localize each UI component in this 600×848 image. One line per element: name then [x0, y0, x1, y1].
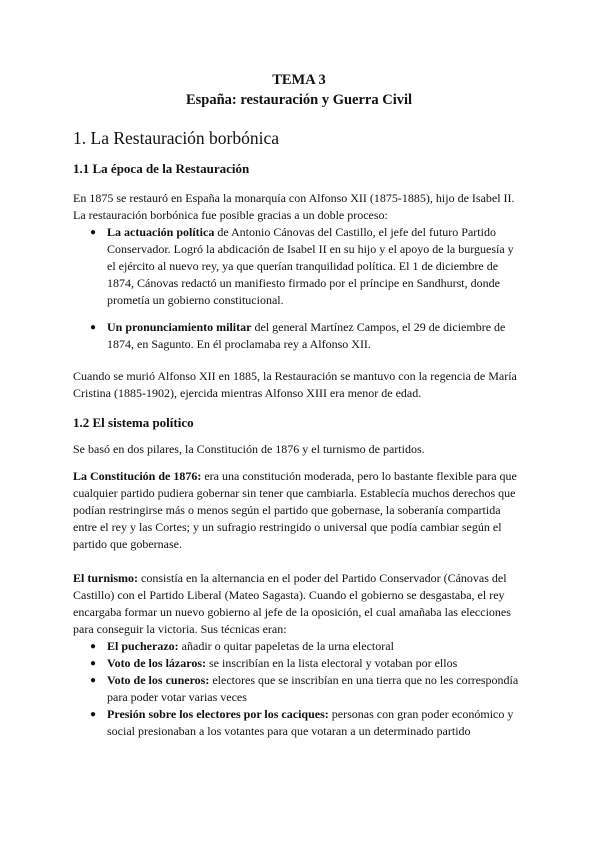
- list-item: [73, 319, 525, 353]
- bullet-icon: ●: [90, 322, 97, 333]
- paragraph-turnismo: [73, 570, 525, 638]
- bullet-icon: ●: [90, 675, 97, 686]
- bullet-icon: ●: [90, 641, 97, 652]
- bullet-bold-label: Presión sobre los electores por los caciques:: [107, 707, 329, 721]
- list-item: [73, 224, 525, 309]
- bullet-bold-label: El pucherazo:: [107, 639, 179, 653]
- paragraph-pilares: Se basó en dos pilares, la Constitución de 1876 y el turnismo de partidos.: [73, 442, 425, 456]
- bullet-text: de Antonio Cánovas del Castillo, el jefe del futuro Partido Conservador. Logró la abdicación de Isabel II en su hijo y el apoyo de la burguesía y el ejército al nuevo rey, ya que querían tranquilidad política. El 1 de diciembre de 1874, Cánovas redactó un manifiesto firmado por el príncipe en Sandhurst, donde prometía un gobierno constitucional.: [107, 225, 514, 307]
- list-item: [73, 672, 525, 706]
- bullet-text: se inscribían en la lista electoral y votaban por ellos: [206, 656, 458, 670]
- section-1-2-heading: 1.2 El sistema político: [73, 415, 194, 430]
- section-1-heading: 1. La Restauración borbónica: [73, 128, 280, 148]
- bullet-icon: ●: [90, 709, 97, 720]
- bullet-list-tecnicas: [73, 638, 525, 740]
- document-subtitle: España: restauración y Guerra Civil: [185, 92, 413, 108]
- document-page: [73, 70, 525, 740]
- bullet-bold-label: Un pronunciamiento militar: [107, 320, 252, 334]
- bullet-text: añadir o quitar papeletas de la urna electoral: [178, 639, 394, 653]
- list-item: [73, 638, 525, 655]
- paragraph-restauracion-intro: En 1875 se restauró en España la monarquía con Alfonso XII (1875-1885), hijo de Isabel II. La restauración borbónica fue posible gracias a un doble proceso:: [73, 191, 515, 222]
- bullet-text: del general Martínez Campos, el 29 de diciembre de 1874, en Sagunto. En él proclamaba rey a Alfonso XII.: [107, 320, 506, 351]
- section-1-1-heading: 1.1 La época de la Restauración: [73, 161, 250, 176]
- turnismo-label: El turnismo:: [73, 571, 139, 585]
- bullet-list-doble-proceso: [73, 224, 525, 353]
- list-item: [73, 706, 525, 740]
- bullet-text: electores que se inscribían en una tierra que no les correspondía para poder votar varias veces: [107, 673, 519, 704]
- bullet-bold-label: La actuación política: [107, 225, 215, 239]
- paragraph-constitucion: [73, 468, 525, 553]
- constitucion-text: era una constitución moderada, pero lo bastante flexible para que cualquier partido pudiera gobernar sin tener que cambiarla. Establecía muchos derechos que podían restringirse más o menos según el partido que gobernase, la soberanía compartida entre el rey y las Cortes; y un sufragio restringido o universal que podía cambiar según el partido que gobernase.: [73, 469, 517, 551]
- tema-heading: TEMA 3: [272, 72, 326, 88]
- constitucion-label: La Constitución de 1876:: [73, 469, 202, 483]
- paragraph-regencia: Cuando se murió Alfonso XII en 1885, la Restauración se mantuvo con la regencia de María Cristina (1885-1902), ejercida mientras Alfonso XIII era menor de edad.: [73, 369, 517, 400]
- bullet-text: personas con gran poder económico y social presionaban a los votantes para que votaran a un determinado partido: [107, 707, 514, 738]
- turnismo-text: consistía en la alternancia en el poder del Partido Conservador (Cánovas del Castillo) con el Partido Liberal (Mateo Sagasta). Cuando el gobierno se desgastaba, el rey encargaba formar un nuevo gobierno al jefe de la oposición, el cual amañaba las elecciones para conseguir la victoria. Sus técnicas eran:: [73, 571, 511, 636]
- list-item: [73, 655, 525, 672]
- bullet-bold-label: Voto de los lázaros:: [107, 656, 206, 670]
- bullet-icon: ●: [90, 227, 97, 238]
- bullet-icon: ●: [90, 658, 97, 669]
- bullet-bold-label: Voto de los cuneros:: [107, 673, 210, 687]
